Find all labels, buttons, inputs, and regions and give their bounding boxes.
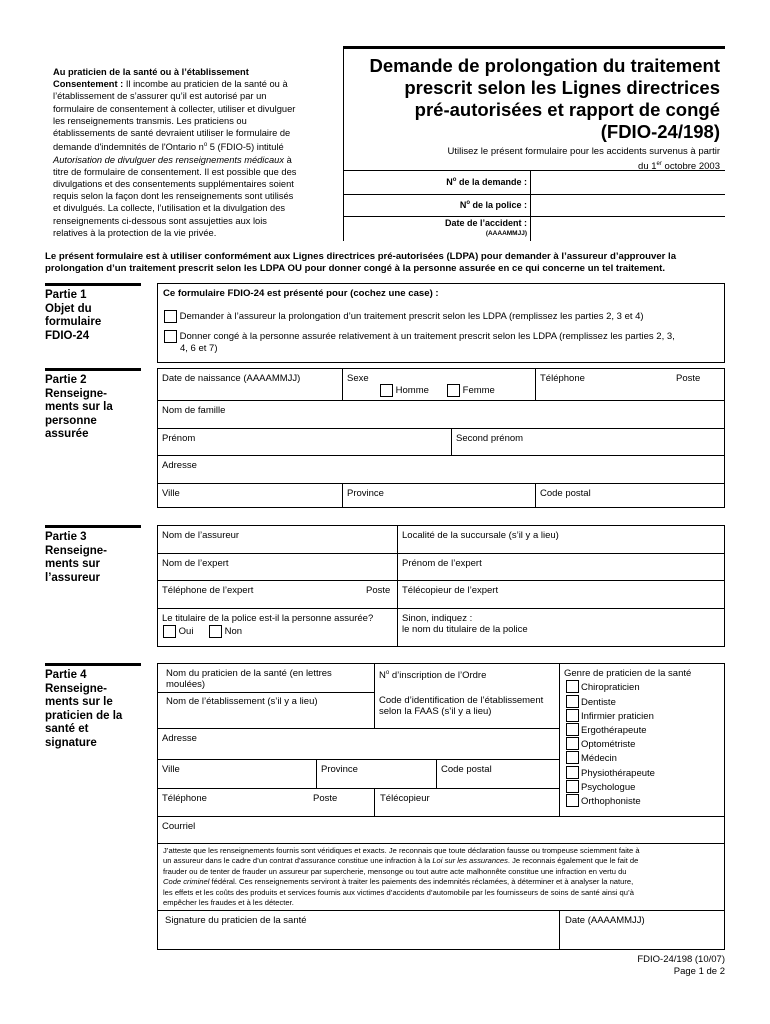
part3-label: Partie 3 Renseigne- ments sur l’assureur <box>45 525 141 585</box>
extension-option-label: Demander à l’assureur la prolongation d’un traitement prescrit selon les LDPA (remplissez les parties 2, 3 et 4) <box>179 311 644 323</box>
practitioner-extension-field[interactable]: Poste <box>313 793 338 804</box>
no-label: Non <box>224 626 243 638</box>
sex-label: Sexe <box>347 373 369 384</box>
claim-number-field[interactable] <box>532 171 724 193</box>
consent-text: divulgations et des consentements supplémentaires soient <box>53 178 294 189</box>
policy-number-field[interactable] <box>532 195 724 215</box>
first-name-field[interactable]: Prénom <box>162 433 196 444</box>
checkbox[interactable] <box>566 695 579 708</box>
practitioner-type-option[interactable]: Optométriste <box>566 737 635 751</box>
consent-text: titre de formulaire de consentement. Il est possible que des <box>53 166 297 177</box>
consent-text: établissements de santé devraient utiliser le formulaire de <box>53 128 291 139</box>
policyholder-no-option[interactable] <box>209 625 242 638</box>
checkbox[interactable] <box>566 737 579 750</box>
checkbox[interactable] <box>566 723 579 736</box>
consent-text: Autorisation de divulguer des renseignements médicaux à <box>53 154 292 165</box>
middle-name-field[interactable]: Second prénom <box>456 433 524 444</box>
consent-heading: Au praticien de la santé ou à l’établissement <box>53 67 249 77</box>
claim-number-label: $N^o$ de la demande : <box>446 177 527 187</box>
accident-date-format: (AAAAMMJJ) <box>485 230 527 237</box>
practitioner-type-option[interactable]: Psychologue <box>566 780 635 794</box>
practitioner-type-option[interactable]: Médecin <box>566 751 617 765</box>
discharge-checkbox[interactable] <box>164 330 177 343</box>
part1-label: Partie 1 Objet du formulaire FDIO-24 <box>45 283 141 343</box>
discharge-option[interactable] <box>164 330 675 355</box>
checkbox[interactable] <box>566 680 579 693</box>
accident-date-label: Date de l’accident : <box>444 218 527 228</box>
checkbox[interactable] <box>566 780 579 793</box>
practitioner-type-option[interactable]: Infirmier praticien <box>566 709 654 723</box>
consent-text: et divulgués. La collecte, l’utilisation et la divulgation des <box>53 203 286 214</box>
adjuster-phone-field[interactable]: Téléphone de l’expert <box>162 585 254 596</box>
policyholder-name-field[interactable]: Sinon, indiquez : le nom du titulaire de la police <box>402 613 528 635</box>
yes-label: Oui <box>178 626 194 638</box>
consent-text: Il incombe au praticien de la santé ou à <box>125 79 288 90</box>
address-field[interactable]: Adresse <box>162 460 197 471</box>
adjuster-fax-field[interactable]: Télécopieur de l’expert <box>402 585 499 596</box>
phone-field[interactable]: Téléphone <box>540 373 585 384</box>
accident-date-field[interactable] <box>532 217 724 240</box>
facility-code-field[interactable]: Code d’identification de l’établissement selon la FAAS (s’il y a lieu) <box>379 695 544 717</box>
practitioner-email-field[interactable]: Courriel <box>162 821 196 832</box>
page-number: Page 1 de 2 <box>673 966 725 977</box>
postal-code-field[interactable]: Code postal <box>540 488 591 499</box>
practitioner-type-option[interactable]: Ergothérapeute <box>566 723 647 737</box>
female-checkbox[interactable] <box>447 384 460 397</box>
policyholder-yes-option[interactable] <box>163 625 193 638</box>
consent-text: l’établissement de s’assurer qu’il est autorisé par un <box>53 91 267 102</box>
city-field[interactable]: Ville <box>162 488 180 499</box>
checkbox[interactable] <box>566 766 579 779</box>
part1-heading: Ce formulaire FDIO-24 est présenté pour (cochez une case) : <box>163 288 439 299</box>
attestation-text: J’atteste que les renseignements fournis sont véridiques et exacts. Je reconnais que toute déclaration fausse ou trompeuse sciemment faite à un assureur dans le cadre d’un contrat d’assurance constitue une infraction à la Loi sur les assurances. Je reconnais également que le fait de frauder ou de tenter de frauder un assureur par supercherie, mensonge ou tout autre acte malhonnête constitue une infraction en vertu du Code criminel fédéral. Ces renseignements serviront à traiter les paiements des indemnités réclamées, à déterminer et à analyser la nature, les effets et les coûts des produits et services fournis aux victimes d’accidents d’automobile par les fournisseurs de soins de santé ainsi qu’à empêcher les fraudes et à les détecter. <box>163 846 640 908</box>
consent-text: renseignements ci-dessous sont assujetties aux lois <box>53 215 267 226</box>
consent-text: relatives à la protection de la vie privée. <box>53 227 217 238</box>
adjuster-name-field[interactable]: Nom de l’expert <box>162 558 229 569</box>
dob-field[interactable]: Date de naissance (AAAAMMJJ) <box>162 373 301 384</box>
province-field[interactable]: Province <box>347 488 384 499</box>
form-title: Demande de prolongation du traitement prescrit selon les Lignes directrices pré-autorisées et rapport de congé (FDIO-24/198) <box>369 55 720 142</box>
extension-option[interactable] <box>164 310 644 323</box>
branch-location-field[interactable]: Localité de la succursale (s’il y a lieu) <box>402 530 559 541</box>
consent-notice <box>53 66 333 239</box>
form-code: FDIO-24/198 (10/07) <box>637 954 725 965</box>
practitioner-postal-code-field[interactable]: Code postal <box>441 764 492 775</box>
no-checkbox[interactable] <box>209 625 222 638</box>
consent-text: demande d'indemnités de l'Ontario $n^o$ 5 (FDIO-5) intitulé <box>53 142 284 153</box>
intro-text: Le présent formulaire est à utiliser conformément aux Lignes directrices pré-autorisées (LDPA) pour demander à l’assureur d’approuver la prolongation d’un traitement prescrit selon les LDPA OU pour donner congé à la personne assurée en ce qui concerne un tel traitement. <box>45 251 677 274</box>
part2-box <box>157 368 725 508</box>
practitioner-type-option[interactable]: Chiropraticien <box>566 680 640 694</box>
practitioner-phone-field[interactable]: Téléphone <box>162 793 207 804</box>
extension-field[interactable]: Poste <box>676 373 701 384</box>
insurer-name-field[interactable]: Nom de l’assureur <box>162 530 240 541</box>
discharge-option-label: 4, 6 et 7) <box>180 343 218 355</box>
female-label: Femme <box>462 385 495 397</box>
signature-field[interactable]: Signature du praticien de la santé <box>165 915 307 926</box>
adjuster-first-name-field[interactable]: Prénom de l’expert <box>402 558 482 569</box>
discharge-option-label: Donner congé à la personne assurée relativement à un traitement prescrit selon les LDPA (remplissez les parties 2, 3, <box>179 331 675 343</box>
footer <box>520 954 725 978</box>
consent-text: formulaire de consentement à collecter, utiliser et divulguer <box>53 103 296 114</box>
facility-name-field[interactable]: Nom de l’établissement (s’il y a lieu) <box>166 696 318 707</box>
policy-number-label: $N^o$ de la police : <box>459 200 527 210</box>
extension-checkbox[interactable] <box>164 310 177 323</box>
yes-checkbox[interactable] <box>163 625 176 638</box>
practitioner-type-label: Genre de praticien de la santé <box>564 668 692 679</box>
signature-date-field[interactable]: Date (AAAAMMJJ) <box>565 915 645 926</box>
checkbox[interactable] <box>566 751 579 764</box>
consent-text: requis selon la façon dont les renseignements sont utilisés <box>53 191 294 202</box>
policyholder-question: Le titulaire de la police est-il la personne assurée? <box>162 613 374 624</box>
part2-label: Partie 2 Renseigne- ments sur la personne assurée <box>45 368 141 442</box>
form-subtitle: Utilisez le présent formulaire pour les accidents survenus à partir du 1er octobre 2003 <box>447 146 720 173</box>
adjuster-extension-field[interactable]: Poste <box>366 585 391 596</box>
practitioner-city-field[interactable]: Ville <box>162 764 180 775</box>
part4-label: Partie 4 Renseigne- ments sur le praticien de la santé et signature <box>45 663 141 750</box>
practitioner-address-field[interactable]: Adresse <box>162 733 197 744</box>
male-label: Homme <box>395 385 429 397</box>
practitioner-type-option[interactable]: Physiothérapeute <box>566 766 655 780</box>
practitioner-name-field[interactable]: Nom du praticien de la santé (en lettres moulées) <box>166 668 332 690</box>
practitioner-type-option[interactable]: Dentiste <box>566 695 616 709</box>
sex-female-option[interactable] <box>447 384 495 397</box>
checkbox[interactable] <box>566 794 579 807</box>
registration-number-field[interactable]: $N^o$ d’inscription de l’Ordre <box>379 670 487 682</box>
checkbox[interactable] <box>566 709 579 722</box>
consent-text: les renseignements transmis. Les praticiens ou <box>53 115 247 126</box>
male-checkbox[interactable] <box>380 384 393 397</box>
practitioner-fax-field[interactable]: Télécopieur <box>380 793 430 804</box>
consent-label: Consentement : <box>53 79 124 90</box>
practitioner-province-field[interactable]: Province <box>321 764 358 775</box>
practitioner-type-option[interactable]: Orthophoniste <box>566 794 641 808</box>
last-name-field[interactable]: Nom de famille <box>162 405 226 416</box>
sex-male-option[interactable] <box>380 384 429 397</box>
